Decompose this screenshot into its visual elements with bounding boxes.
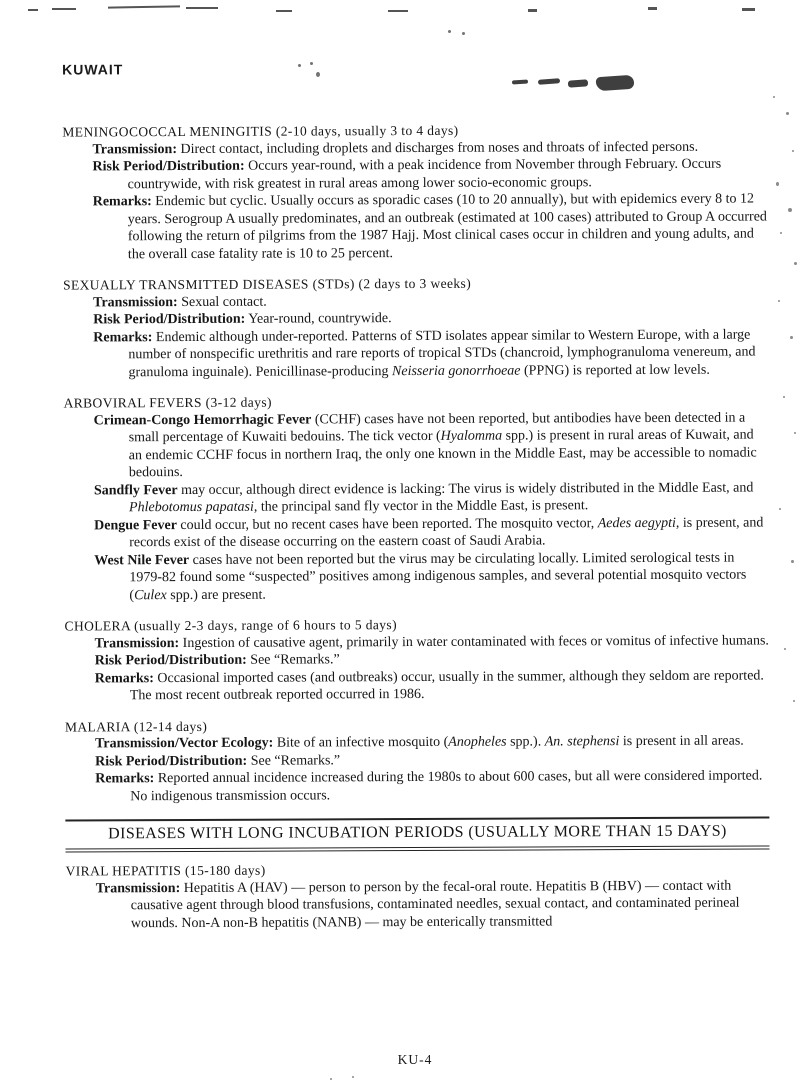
sections-above-banner bbox=[62, 120, 769, 805]
section-meningococcal-meningitis bbox=[62, 120, 767, 263]
text-run: Hyalomma bbox=[440, 428, 503, 444]
text-run: Culex bbox=[134, 587, 167, 603]
scan-artifact bbox=[779, 508, 781, 510]
text-run: is present in all areas. bbox=[619, 733, 744, 750]
text-run: Aedes aegypti bbox=[597, 515, 676, 531]
text-run: Remarks: bbox=[92, 194, 152, 210]
text-run: spp.) are present. bbox=[166, 587, 266, 603]
section-malaria bbox=[65, 715, 769, 806]
scan-artifact bbox=[352, 1076, 354, 1078]
text-run: See “Remarks.” bbox=[247, 752, 341, 769]
entry bbox=[62, 155, 767, 193]
text-run: Risk Period/Distribution: bbox=[93, 311, 246, 328]
text-run: Occurs year-round, with a peak incidence from November through February. Occurs countrywide, with risk greatest in rural areas among lower socio-economic groups. bbox=[127, 156, 722, 192]
scan-artifact bbox=[330, 1078, 332, 1080]
text-run: Occasional imported cases (and outbreaks) occur, usually in the summer, although they seldom are reported. The most recent outbreak reported occurred in 1986. bbox=[129, 667, 764, 704]
text-run: See “Remarks.” bbox=[246, 652, 340, 668]
text-run: Risk Period/Distribution: bbox=[94, 652, 247, 669]
text-run: Transmission: bbox=[94, 635, 180, 651]
scan-artifact bbox=[776, 182, 779, 186]
entry bbox=[65, 767, 770, 805]
text-run: Direct contact, including droplets and discharges from noses and throats of infected persons. bbox=[176, 139, 699, 157]
scan-artifact bbox=[648, 7, 657, 10]
entry bbox=[63, 326, 768, 382]
entry bbox=[66, 877, 771, 933]
scan-artifact bbox=[791, 560, 794, 563]
section-viral-hepatitis bbox=[66, 859, 770, 932]
text-run: Hepatitis A (HAV) — person to person by the fecal-oral route. Hepatitis B (HBV) — contact with causative agent through blood transfusions, contaminated needles, sexual contact, and contaminated perineal wounds. Non-A non-B hepatitis (NANB) — may be enterically transmitted bbox=[130, 878, 740, 931]
section-heading: SEXUALLY TRANSMITTED DISEASES (STDs) (2 days to 3 weeks) bbox=[63, 275, 472, 293]
text-run: spp.) is present in rural areas of Kuwait, and an endemic CCHF focus in northern Iraq, the only one known in the Middle East, may be accessible to nomadic bedouins. bbox=[128, 427, 757, 481]
text-run: could occur, but no recent cases have been reported. The mosquito vector, bbox=[176, 515, 598, 533]
entry bbox=[63, 190, 768, 263]
scan-artifact bbox=[462, 32, 465, 35]
text-run: spp.). bbox=[506, 734, 545, 750]
text-run: cases have not been reported but the virus may be circulating locally. Limited serological tests in 1979-82 found some “suspected” positives among indigenous samples, and several potential mosquito vectors ( bbox=[129, 550, 747, 603]
scan-artifact bbox=[794, 262, 797, 265]
text-run: Endemic although under-reported. Patterns of STD isolates appear similar to Western Europe, with a large number of nonspecific urethritis and rare reports of tropical STDs (chancroid, lymphogranuloma venereum, and granuloma inguinale). Penicillinase-producing bbox=[128, 327, 756, 380]
section-cholera bbox=[65, 614, 769, 705]
text-run: , is present, and records exist of the disease occurring on the eastern coast of Saudi Arabia. bbox=[129, 514, 764, 551]
text-run: Remarks: bbox=[93, 329, 153, 345]
entry bbox=[64, 409, 769, 482]
entry bbox=[65, 732, 770, 753]
scan-artifact bbox=[788, 208, 792, 212]
scan-artifact bbox=[742, 8, 755, 11]
text-run: Remarks: bbox=[95, 771, 155, 787]
scan-artifact bbox=[276, 10, 292, 12]
text-run: Sandfly Fever bbox=[93, 482, 178, 498]
text-run: , the principal sand fly vector in the Middle East, is present. bbox=[253, 498, 589, 515]
text-run: Risk Period/Distribution: bbox=[92, 158, 245, 175]
section-heading: CHOLERA (usually 2-3 days, range of 6 hours to 5 days) bbox=[64, 617, 398, 634]
scan-artifact bbox=[792, 150, 794, 152]
section-sexually-transmitted-diseases bbox=[63, 273, 767, 381]
scan-artifact bbox=[778, 300, 780, 302]
scan-artifact bbox=[28, 9, 38, 11]
document-content bbox=[62, 58, 770, 945]
text-run: Dengue Fever bbox=[94, 517, 177, 533]
entry bbox=[64, 514, 769, 552]
text-run: Transmission: bbox=[93, 294, 178, 310]
text-run: Sexual contact. bbox=[177, 294, 267, 310]
scan-artifact bbox=[388, 10, 408, 12]
sections-below-banner bbox=[66, 859, 770, 932]
scan-artifact bbox=[780, 232, 782, 234]
text-run: West Nile Fever bbox=[94, 552, 190, 568]
banner-diseases-long-incubation bbox=[65, 816, 769, 852]
text-run: Anopheles bbox=[448, 734, 507, 750]
scan-artifact bbox=[786, 112, 789, 115]
text-run: may occur, although direct evidence is lacking: The virus is widely distributed in the Middle East, and bbox=[177, 480, 754, 498]
text-run: Bite of an infective mosquito ( bbox=[273, 734, 449, 751]
scan-artifact bbox=[108, 5, 180, 8]
text-run: Ingestion of causative agent, primarily in water contaminated with feces or vomitus of infective humans. bbox=[179, 632, 769, 651]
scan-artifact bbox=[784, 648, 786, 650]
text-run: Phlebotomus papatasi bbox=[128, 499, 254, 516]
section-heading: VIRAL HEPATITIS (15-180 days) bbox=[65, 862, 266, 879]
text-run: Transmission/Vector Ecology: bbox=[95, 735, 274, 752]
scan-artifact bbox=[52, 8, 76, 10]
text-run: Neisseria gonorrhoeae bbox=[391, 363, 521, 379]
entry bbox=[64, 549, 769, 605]
text-run: Crimean-Congo Hemorrhagic Fever bbox=[93, 411, 312, 428]
scan-artifact bbox=[773, 96, 775, 98]
text-run: Endemic but cyclic. Usually occurs as sporadic cases (10 to 20 annually), but with epidemics every 8 to 12 years. Serogroup A usually predominates, and an outbreak (estimated at 100 cases) attributed to Group A occurred following the return of pilgrims from the 1987 Hajj. Most clinical cases occur in children and young adults, and the overall case fatality rate is 10 to 25 percent. bbox=[127, 191, 767, 262]
scan-artifact bbox=[793, 700, 795, 702]
text-run: Remarks: bbox=[94, 670, 154, 686]
section-heading: MENINGOCOCCAL MENINGITIS (2-10 days, usually 3 to 4 days) bbox=[62, 122, 459, 140]
section-arboviral-fevers bbox=[64, 391, 769, 604]
scan-artifact bbox=[783, 396, 785, 398]
text-run: Year-round, countrywide. bbox=[245, 311, 392, 327]
scan-artifact bbox=[186, 7, 218, 9]
text-run: Transmission: bbox=[92, 141, 178, 157]
section-heading: ARBOVIRAL FEVERS (3-12 days) bbox=[63, 394, 272, 411]
text-run: An. stephensi bbox=[544, 734, 620, 750]
section-heading: MALARIA (12-14 days) bbox=[64, 718, 208, 735]
scan-artifact bbox=[794, 432, 796, 434]
text-run: (PPNG) is reported at low levels. bbox=[520, 362, 710, 379]
page-number: KU-4 bbox=[397, 1052, 433, 1067]
entry bbox=[64, 479, 769, 517]
scan-artifact bbox=[448, 30, 451, 33]
banner-title: DISEASES WITH LONG INCUBATION PERIODS (USUALLY MORE THAN 15 DAYS) bbox=[108, 822, 727, 843]
text-run: Transmission: bbox=[95, 880, 181, 896]
scan-artifact bbox=[790, 336, 793, 339]
text-run: Reported annual incidence increased during the 1980s to about 600 cases, but all were considered imported. No indigenous transmission occurs. bbox=[130, 768, 763, 804]
page-title-country: KUWAIT bbox=[62, 61, 124, 78]
entry bbox=[65, 632, 770, 653]
scan-artifact bbox=[528, 9, 537, 12]
text-run: Risk Period/Distribution: bbox=[95, 753, 248, 769]
entry bbox=[65, 667, 770, 705]
text-run: (CCHF) cases have not been reported, but antibodies have been detected in a small percentage of Kuwaiti bedouins. The tick vector ( bbox=[128, 410, 746, 446]
